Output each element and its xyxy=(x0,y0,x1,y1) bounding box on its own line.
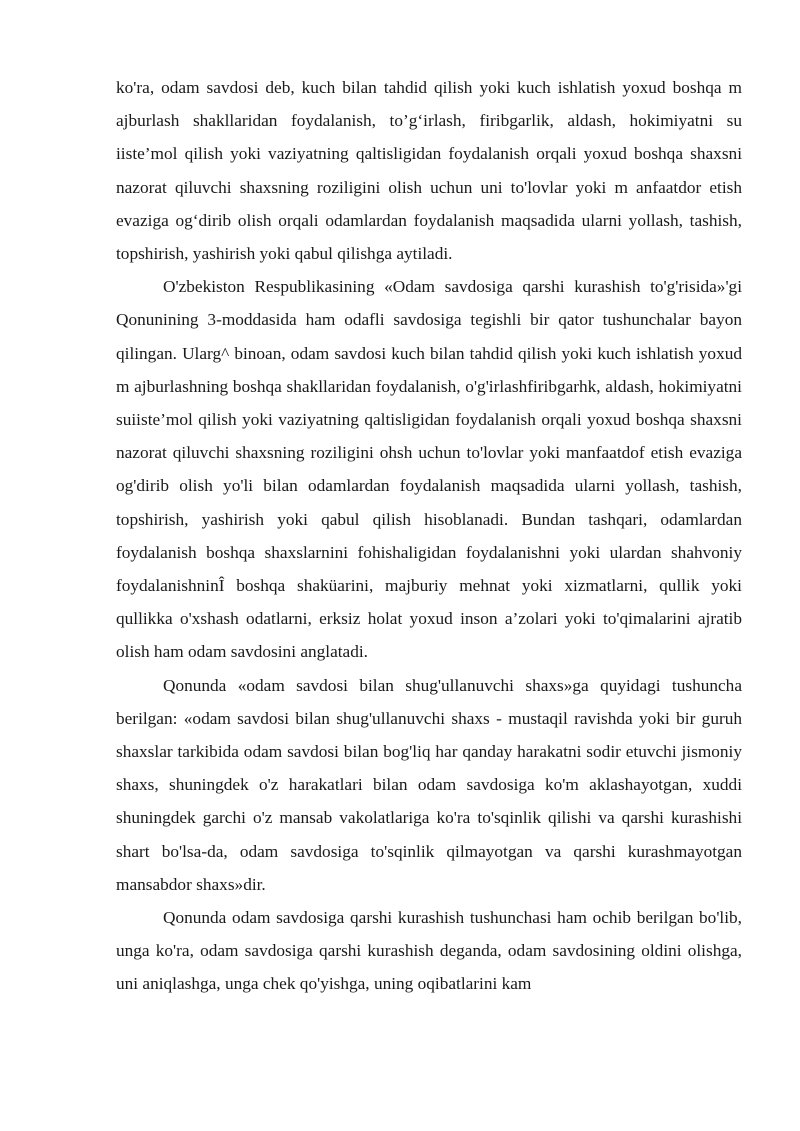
document-page xyxy=(116,71,742,1001)
paragraph-3: Qonunda «odam savdosi bilan shug'ullanuvchi shaxs»ga quyidagi tushuncha berilgan: «odam savdosi bilan shug'ullanuvchi shaxs - mustaqil ravishda yoki bir guruh shaxslar tarkibida odam savdosi bilan bog'liq har qanday harakatni sodir etuvchi jismoniy shaxs, shuningdek o'z harakatlari bilan odam savdosiga ko'm aklashayotgan, xuddi shuningdek garchi o'z mansab vakolatlariga ko'ra to'sqinlik qilishi va qarshi kurashishi shart bo'lsa-da, odam savdosiga to'sqinlik qilmayotgan va qarshi kurashmayotgan mansabdor shaxs»dir. xyxy=(116,675,742,894)
paragraph-4: Qonunda odam savdosiga qarshi kurashish tushunchasi ham ochib berilgan bo'lib, unga ko'ra, odam savdosiga qarshi kurashish deganda, odam savdosining oldini olishga, uni aniqlashga, unga chek qo'yishga, uning oqibatlarini kam xyxy=(116,908,742,994)
paragraph-1: ko'ra, odam savdosi deb, kuch bilan tahdid qilish yoki kuch ishlatish yoxud boshqa m ajburlash shakllaridan foydalanish, to’g‘irlash, firibgarlik, aldash, hokimiyatni su iiste’mol qilish yoki vaziyatning qaltisligidan foydalanish orqali yoxud boshqa shaxsni nazorat qiluvchi shaxsning roziligini olish uchun uni to'lovlar yoki m anfaatdor etish evaziga og‘dirib olish orqali odamlardan foydalanish maqsadida ularni yollash, tashish, topshirish, yashirish yoki qabul qilishga aytiladi. xyxy=(116,78,742,264)
paragraph-2: O'zbekiston Respublikasining «Odam savdosiga qarshi kurashish to'g'risida»'gi Qonunining 3-moddasida ham odafli savdosiga tegishli bir qator tushunchalar bayon qilingan. Ularg^ binoan, odam savdosi kuch bilan tahdid qilish yoki kuch ishlatish yoxud m ajburlashning boshqa shakllaridan foydalanish, o'g'irlashfiribgarhk, aldash, hokimiyatni suiiste’mol qilish yoki vaziyatning qaltisligidan foydalanish orqali yoxud boshqa shaxsni nazorat qiluvchi shaxsning roziligini ohsh uchun to'lovlar yoki manfaatdof etish evaziga og'dirib olish yo'li bilan odamlardan foydalanish maqsadida ularni yollash, tashish, topshirish, yashirish yoki qabul qilish hisoblanadi. Bundan tashqari, odamlardan foydalanish boshqa shaxslarnini fohishaligidan foydalanishni yoki ulardan shahvoniy foydalanishninÎ boshqa shaküarini, majburiy mehnat yoki xizmatlarni, qullik yoki qullikka o'xshash odatlarni, erksiz holat yoxud inson a’zolari yoki to'qimalarini ajratib olish ham odam savdosini anglatadi. xyxy=(116,277,742,662)
